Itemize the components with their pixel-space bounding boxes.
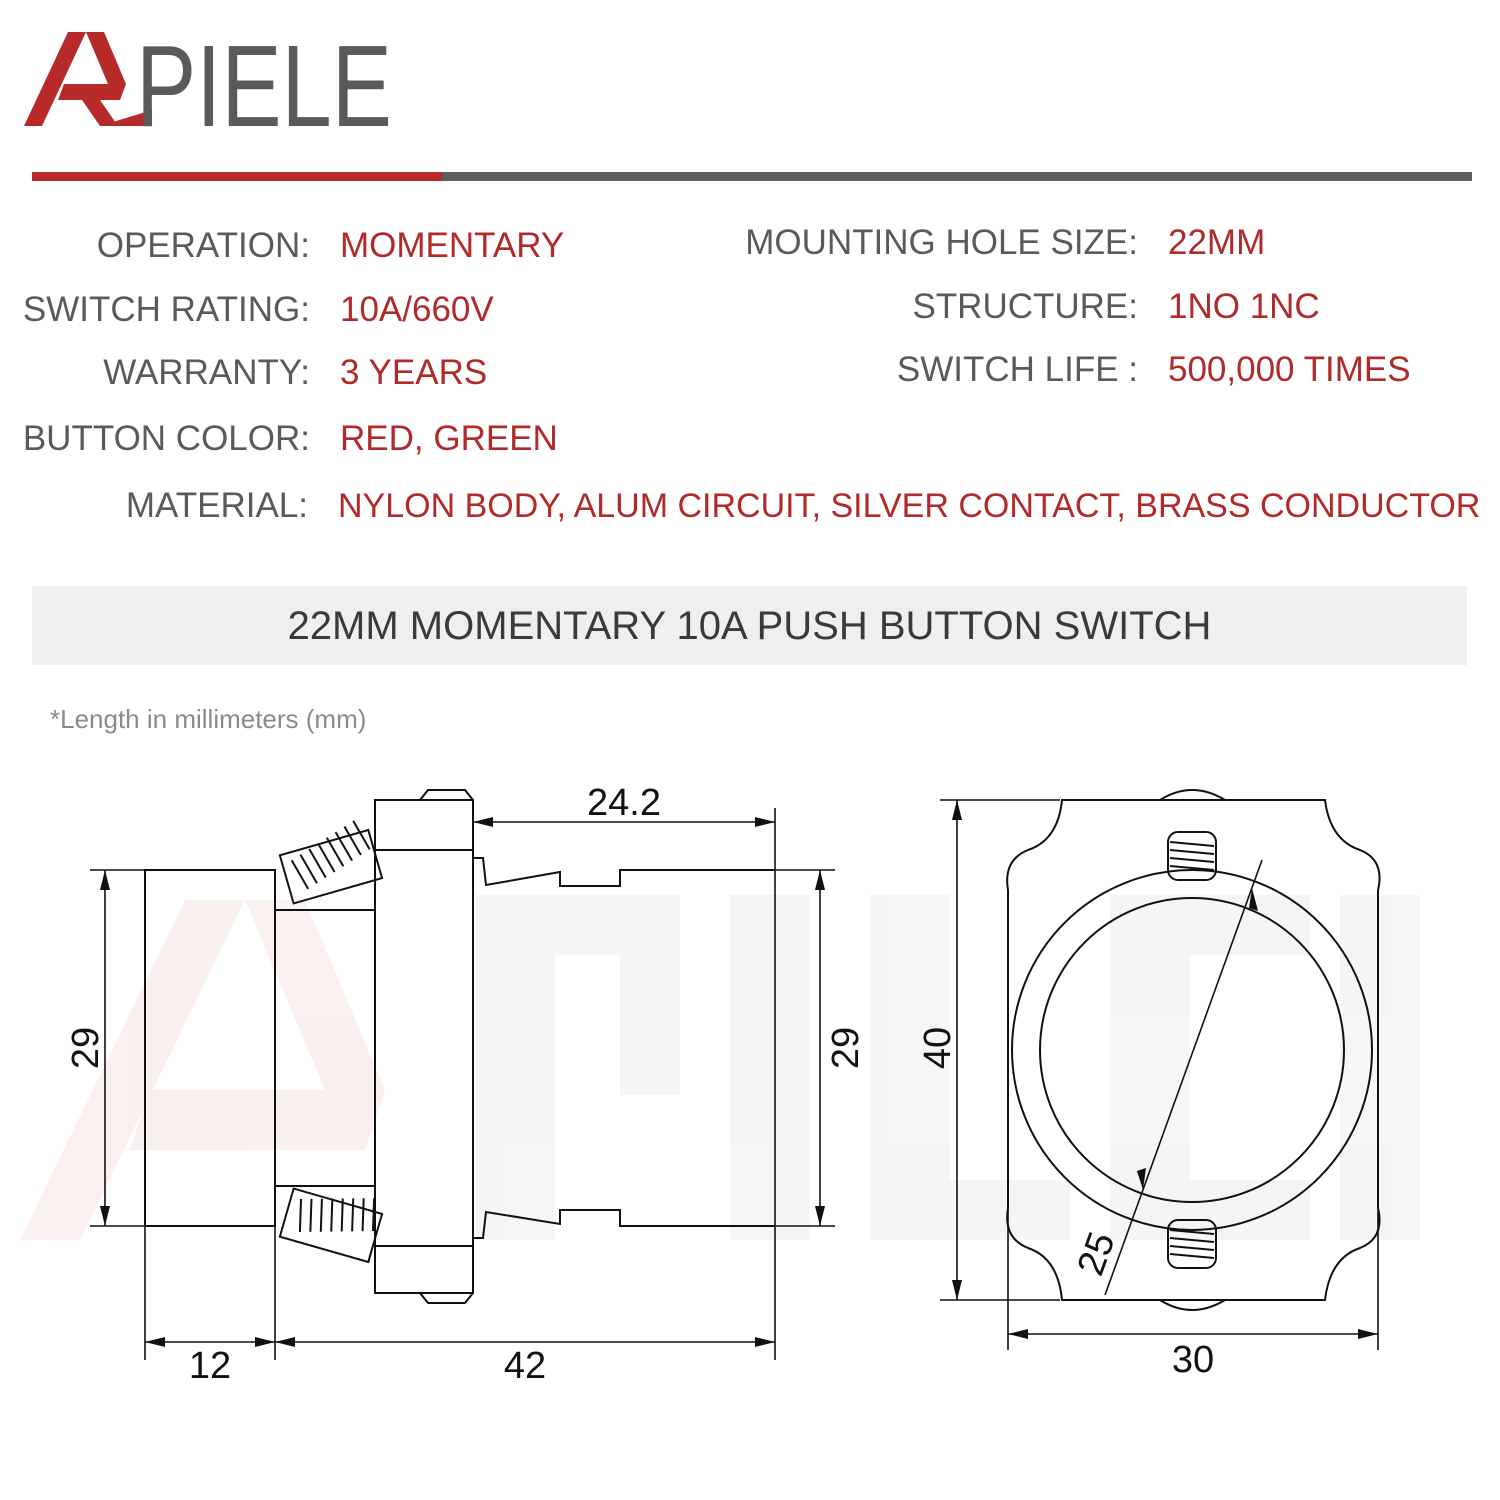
spec-operation-value: MOMENTARY (340, 226, 565, 265)
side-screw-bottom (280, 1179, 382, 1262)
spec-button-color-value: RED, GREEN (340, 419, 558, 458)
spec-warranty-label: WARRANTY: (103, 353, 310, 392)
dim-side-total-length: 42 (503, 1345, 547, 1387)
dim-side-height-left: 29 (65, 1026, 107, 1070)
side-arrowheads (100, 817, 825, 1347)
spec-material-label: MATERIAL: (125, 486, 308, 525)
dim-side-height-right: 29 (825, 1026, 867, 1070)
spec-operation-label: OPERATION: (96, 226, 310, 265)
side-flange (375, 800, 473, 1293)
banner-title: 22MM MOMENTARY 10A PUSH BUTTON SWITCH (287, 604, 1212, 648)
spec-mounting-hole-value: 22MM (1168, 223, 1266, 262)
spec-structure-value: 1NO 1NC (1168, 287, 1320, 326)
spec-mounting-hole-label: MOUNTING HOLE SIZE: (745, 223, 1138, 262)
dim-side-body-length: 24.2 (587, 782, 661, 824)
front-screw-top (1168, 832, 1216, 880)
dim-front-height: 40 (917, 1026, 959, 1070)
title-banner (32, 586, 1467, 665)
units-note: *Length in millimeters (mm) (50, 704, 367, 734)
technical-drawing (0, 760, 1500, 1500)
logo-text: PIELE (136, 21, 392, 151)
spec-material-value: NYLON BODY, ALUM CIRCUIT, SILVER CONTACT, BRASS CONDUCTOR (338, 487, 1481, 525)
spec-switch-life-label: SWITCH LIFE : (896, 350, 1138, 389)
apiele-logo (24, 21, 424, 151)
watermark (20, 895, 1420, 1240)
spec-switch-rating-label: SWITCH RATING: (22, 290, 310, 329)
side-view (145, 790, 775, 1303)
spec-structure-label: STRUCTURE: (912, 287, 1138, 326)
logo-mark (24, 32, 152, 126)
dim-front-width: 30 (1171, 1339, 1215, 1381)
spec-switch-rating-value: 10A/660V (340, 290, 494, 329)
spec-button-color-label: BUTTON COLOR: (22, 419, 310, 458)
spec-switch-life-value: 500,000 TIMES (1168, 350, 1411, 389)
side-dimensions (90, 808, 835, 1360)
header-rule-grey (442, 172, 1472, 181)
side-screw-top (280, 819, 382, 904)
dim-front-diameter: 25 (1069, 1226, 1124, 1281)
spec-warranty-value: 3 YEARS (340, 353, 488, 392)
header-rule-red (32, 172, 442, 181)
dim-side-front-width: 12 (188, 1345, 232, 1387)
